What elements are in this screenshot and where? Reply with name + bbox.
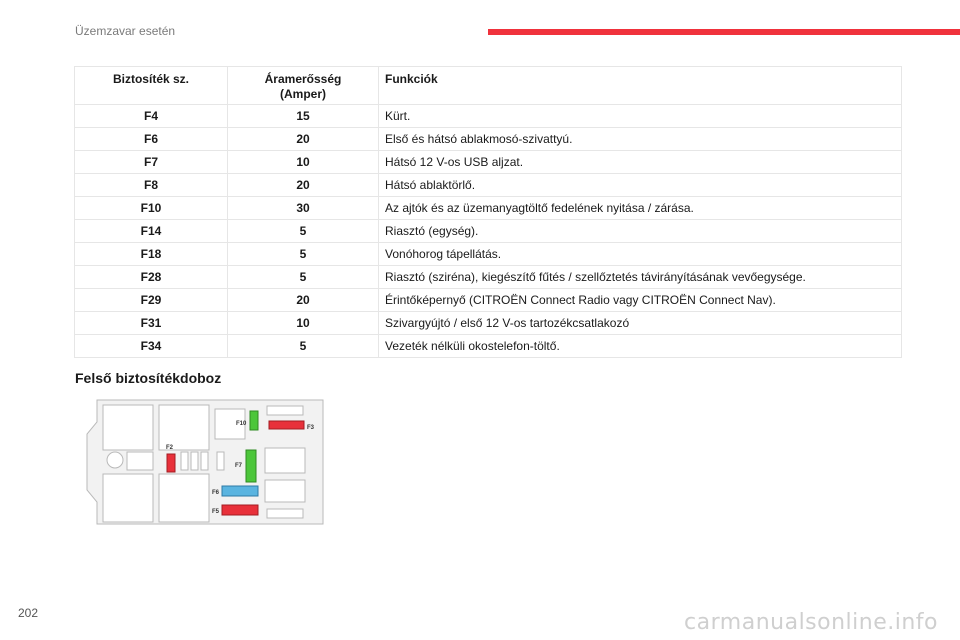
fuse-slot	[265, 448, 305, 473]
label-f10: F10	[236, 421, 247, 427]
table-row	[75, 289, 902, 312]
column-header-functions: Funkciók	[379, 67, 902, 105]
fuse-f2	[167, 454, 175, 472]
fuse-f6	[222, 486, 258, 496]
relay-block	[103, 405, 153, 450]
section-title: Felső biztosítékdoboz	[75, 370, 222, 386]
label-f2: F2	[166, 445, 174, 451]
relay-block	[159, 405, 209, 450]
fuse-slot	[191, 452, 198, 470]
cell-fuse-number: F14	[75, 220, 228, 243]
cell-amperage: 10	[228, 151, 379, 174]
cell-fuse-number: F4	[75, 105, 228, 128]
table-row	[75, 151, 902, 174]
fuse-slot	[201, 452, 208, 470]
fuse-slot	[217, 452, 224, 470]
relay-block	[103, 474, 153, 522]
cell-function: Vonóhorog tápellátás.	[379, 243, 902, 266]
cell-function: Szivargyújtó / első 12 V-os tartozékcsatlakozó	[379, 312, 902, 335]
cell-function: Hátsó ablaktörlő.	[379, 174, 902, 197]
table-row	[75, 266, 902, 289]
cell-amperage: 10	[228, 312, 379, 335]
cell-fuse-number: F34	[75, 335, 228, 358]
table-row	[75, 174, 902, 197]
cell-amperage: 5	[228, 243, 379, 266]
label-f3: F3	[307, 425, 315, 431]
cell-fuse-number: F28	[75, 266, 228, 289]
cell-function: Riasztó (egység).	[379, 220, 902, 243]
fuse-box-diagram	[83, 398, 325, 526]
header-accent-bar	[488, 29, 960, 35]
cell-function: Riasztó (sziréna), kiegészítő fűtés / szellőztetés távirányításának vevőegysége.	[379, 266, 902, 289]
cell-fuse-number: F18	[75, 243, 228, 266]
fuse-f7	[246, 450, 256, 482]
fuse-slot	[267, 509, 303, 518]
fuse-slot	[265, 480, 305, 502]
cell-amperage: 5	[228, 266, 379, 289]
table-row	[75, 312, 902, 335]
cell-function: Az ajtók és az üzemanyagtöltő fedelének nyitása / zárása.	[379, 197, 902, 220]
table-row	[75, 128, 902, 151]
mounting-hole	[107, 452, 123, 468]
fuse-f5	[222, 505, 258, 515]
relay-block	[159, 474, 209, 522]
table-header-row	[75, 67, 902, 105]
cell-amperage: 20	[228, 174, 379, 197]
watermark: carmanualsonline.info	[684, 610, 938, 635]
cell-fuse-number: F10	[75, 197, 228, 220]
label-f6: F6	[212, 490, 220, 496]
column-header-fuse-number: Biztosíték sz.	[75, 67, 228, 105]
fuse-table	[74, 66, 902, 358]
cell-function: Első és hátsó ablakmosó-szivattyú.	[379, 128, 902, 151]
page-number: 202	[18, 606, 39, 620]
label-f5: F5	[212, 509, 220, 515]
cell-amperage: 30	[228, 197, 379, 220]
cell-amperage: 5	[228, 220, 379, 243]
fuse-slot	[181, 452, 188, 470]
fuse-table-body	[75, 105, 902, 358]
table-row	[75, 335, 902, 358]
cell-function: Kürt.	[379, 105, 902, 128]
cell-amperage: 15	[228, 105, 379, 128]
cell-fuse-number: F8	[75, 174, 228, 197]
cell-fuse-number: F31	[75, 312, 228, 335]
fuse-slot	[267, 406, 303, 415]
cell-function: Hátsó 12 V-os USB aljzat.	[379, 151, 902, 174]
label-f7: F7	[235, 463, 243, 469]
fuse-f3	[269, 421, 304, 429]
table-row	[75, 197, 902, 220]
cell-amperage: 20	[228, 289, 379, 312]
cell-function: Vezeték nélküli okostelefon-töltő.	[379, 335, 902, 358]
table-row	[75, 105, 902, 128]
cell-fuse-number: F7	[75, 151, 228, 174]
table-row	[75, 220, 902, 243]
cell-amperage: 5	[228, 335, 379, 358]
cell-fuse-number: F6	[75, 128, 228, 151]
fuse-slot	[127, 452, 153, 470]
header-title: Üzemzavar esetén	[75, 24, 176, 38]
table-row	[75, 243, 902, 266]
fuse-f10	[250, 411, 258, 430]
cell-fuse-number: F29	[75, 289, 228, 312]
cell-function: Érintőképernyő (CITROËN Connect Radio vagy CITROËN Connect Nav).	[379, 289, 902, 312]
column-header-amperage: Áramerősség (Amper)	[228, 67, 379, 105]
cell-amperage: 20	[228, 128, 379, 151]
